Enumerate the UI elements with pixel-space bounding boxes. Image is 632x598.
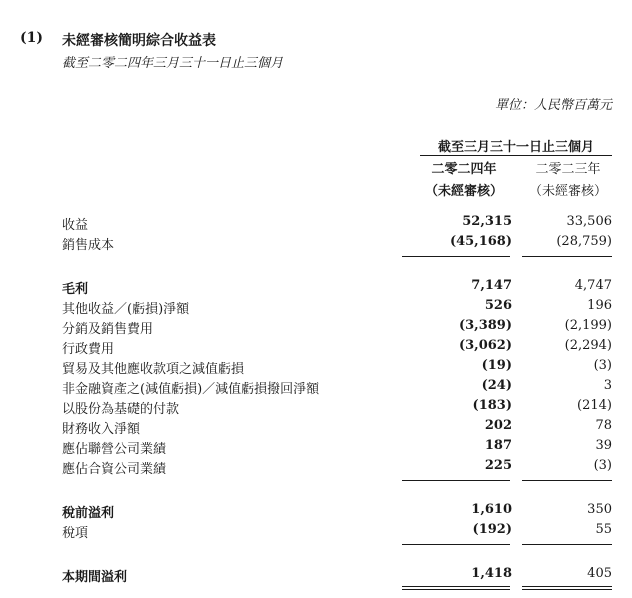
current-value: (19) xyxy=(481,358,512,373)
prior-value: 55 xyxy=(595,522,612,537)
row-taxation xyxy=(0,522,632,542)
subtotal-rule xyxy=(402,544,510,545)
subtotal-rule xyxy=(402,480,510,481)
current-value: 526 xyxy=(484,298,512,313)
current-value: 52,315 xyxy=(462,214,512,229)
row-label: 應佔聯營公司業績 xyxy=(62,442,167,457)
total-double-rule xyxy=(522,586,612,587)
prior-value: (214) xyxy=(577,398,612,413)
row-associates-share xyxy=(0,438,632,458)
row-revenue xyxy=(0,214,632,234)
prior-value: 405 xyxy=(587,566,612,581)
row-label: 稅前溢利 xyxy=(62,506,115,521)
prior-value: (28,759) xyxy=(556,234,612,249)
row-administrative xyxy=(0,338,632,358)
statement-title: 未經審核簡明綜合收益表 xyxy=(62,33,216,49)
total-double-rule xyxy=(402,586,510,587)
row-other-gains xyxy=(0,298,632,318)
row-label: 貿易及其他應收款項之減值虧損 xyxy=(62,362,245,377)
total-double-rule xyxy=(402,589,510,590)
prior-value: 33,506 xyxy=(566,214,612,229)
current-audit-status: （未經審核） xyxy=(424,184,503,199)
row-label: 其他收益／(虧損)淨額 xyxy=(62,302,190,317)
current-value: 187 xyxy=(484,438,512,453)
prior-value: 350 xyxy=(587,502,612,517)
prior-year-header: 二零二三年 xyxy=(535,162,601,177)
subtotal-rule xyxy=(522,480,612,481)
row-label: 分銷及銷售費用 xyxy=(62,322,154,337)
period-header-rule xyxy=(420,155,612,156)
row-label: 稅項 xyxy=(62,526,89,541)
row-profit-before-tax xyxy=(0,502,632,522)
row-joint-ventures-share xyxy=(0,458,632,478)
current-value: 202 xyxy=(484,418,512,433)
row-label: 銷售成本 xyxy=(62,238,115,253)
row-label: 本期間溢利 xyxy=(62,570,128,585)
total-double-rule xyxy=(522,589,612,590)
current-value: (3,062) xyxy=(458,338,512,353)
row-receivables-impairment xyxy=(0,358,632,378)
current-value: 7,147 xyxy=(471,278,512,293)
prior-value: 4,747 xyxy=(574,278,612,293)
section-number: (1) xyxy=(20,30,43,46)
current-value: 225 xyxy=(484,458,512,473)
row-gross-profit xyxy=(0,278,632,298)
subtotal-rule xyxy=(402,256,510,257)
prior-value: (2,199) xyxy=(564,318,612,333)
prior-value: (3) xyxy=(593,358,612,373)
prior-value: 78 xyxy=(595,418,612,433)
current-value: (192) xyxy=(472,522,512,537)
current-value: (45,168) xyxy=(449,234,512,249)
row-label: 收益 xyxy=(62,218,89,233)
currency-unit: 單位：人民幣百萬元 xyxy=(494,98,612,113)
current-value: (183) xyxy=(472,398,512,413)
current-year-header: 二零二四年 xyxy=(431,162,497,177)
row-label: 以股份為基礎的付款 xyxy=(62,402,180,417)
prior-value: (2,294) xyxy=(564,338,612,353)
row-profit-for-period xyxy=(0,566,632,586)
subtotal-rule xyxy=(522,256,612,257)
row-label: 財務收入淨額 xyxy=(62,422,141,437)
subtotal-rule xyxy=(522,544,612,545)
current-value: (24) xyxy=(481,378,512,393)
prior-value: 3 xyxy=(603,378,612,393)
current-value: 1,610 xyxy=(471,502,512,517)
period-header: 截至三月三十一日止三個月 xyxy=(437,140,594,155)
row-finance-income xyxy=(0,418,632,438)
row-label: 行政費用 xyxy=(62,342,115,357)
row-label: 毛利 xyxy=(62,282,89,297)
prior-value: (3) xyxy=(593,458,612,473)
row-cost-of-sales xyxy=(0,234,632,254)
row-label: 應佔合資公司業績 xyxy=(62,462,167,477)
statement-subtitle: 截至二零二四年三月三十一日止三個月 xyxy=(62,56,284,71)
prior-audit-status: （未經審核） xyxy=(528,184,607,199)
prior-value: 196 xyxy=(587,298,612,313)
prior-value: 39 xyxy=(595,438,612,453)
row-share-based-payment xyxy=(0,398,632,418)
current-value: 1,418 xyxy=(471,566,512,581)
row-nonfinancial-impairment xyxy=(0,378,632,398)
row-label: 非金融資產之(減值虧損)／減值虧損撥回淨額 xyxy=(62,382,320,397)
row-distribution-selling xyxy=(0,318,632,338)
current-value: (3,389) xyxy=(458,318,512,333)
